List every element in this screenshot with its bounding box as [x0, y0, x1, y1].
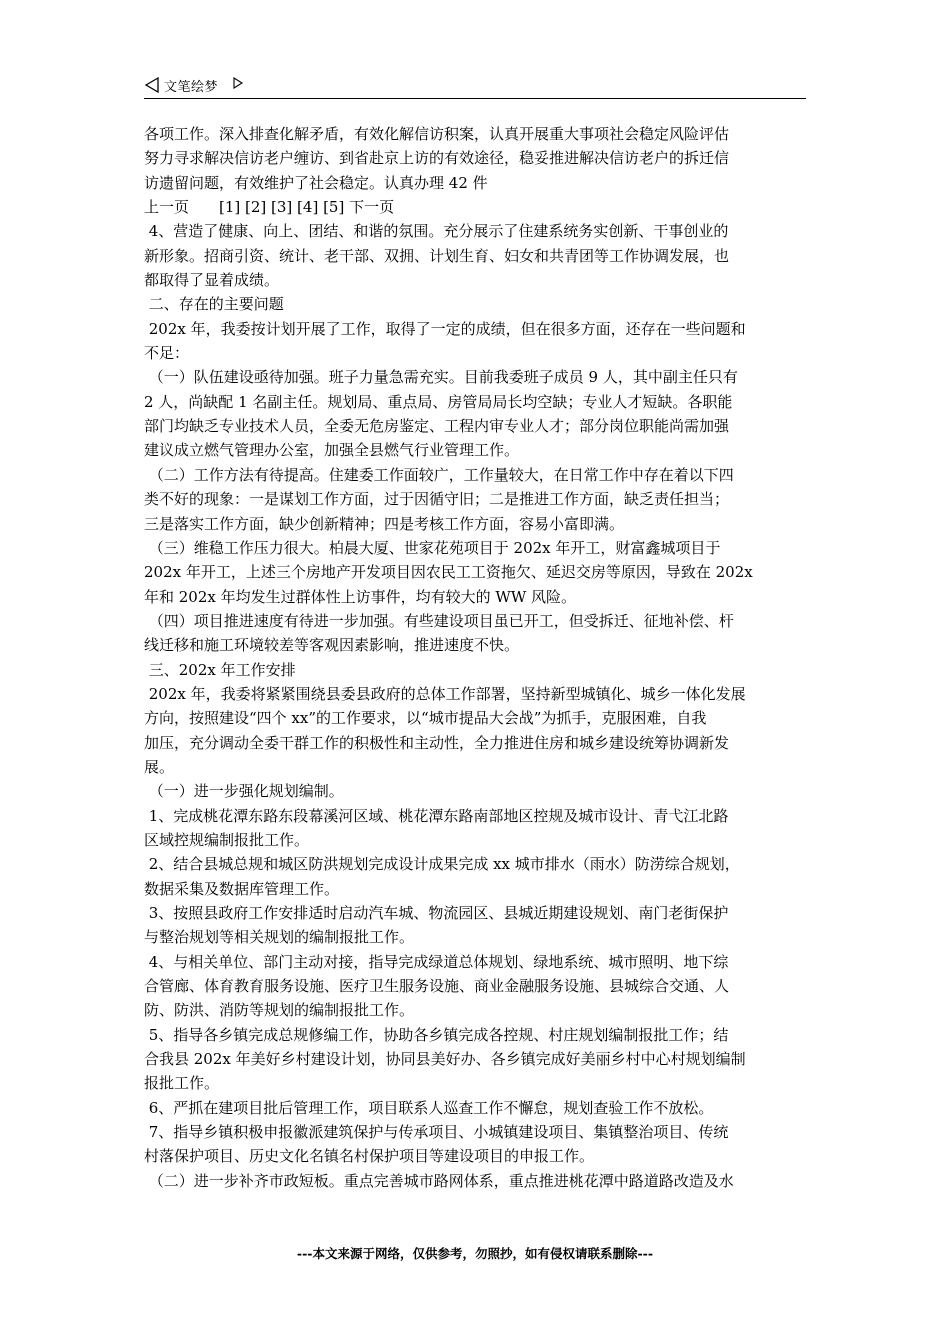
text-line: 新形象。招商引资、统计、老干部、双拥、计划生育、妇女和共青团等工作协调发展，也	[144, 246, 730, 265]
text-line: 报批工作。	[144, 1074, 220, 1093]
text-line: 防、防洪、消防等规划的编制报批工作。	[144, 1001, 415, 1020]
text-line: 202x 年，我委将紧紧围绕县委县政府的总体工作部署，坚持新型城镇化、城乡一体化发展	[144, 684, 746, 703]
text-line: 线迁移和施工环境较差等客观因素影响，推进速度不快。	[144, 636, 520, 655]
text-line: 展。	[144, 757, 175, 776]
page-header	[144, 74, 806, 99]
text-line: 加压，充分调动全委干群工作的积极性和主动性，全力推进住房和城乡建设统筹协调新发	[144, 733, 730, 752]
text-line: 2、结合县城总规和城区防洪规划完成设计成果完成 xx 城市排水（雨水）防涝综合规划，	[144, 855, 740, 874]
text-line: 合管廊、体育教育服务设施、医疗卫生服务设施、商业金融服务设施、县城综合交通、人	[144, 977, 730, 996]
text-line: 部门均缺乏专业技术人员，全委无危房鉴定、工程内审专业人才；部分岗位职能尚需加强	[144, 417, 730, 436]
text-line: 村落保护项目、历史文化名镇名村保护项目等建设项目的申报工作。	[144, 1147, 595, 1166]
footer-disclaimer: ---本文来源于网络，仅供参考，勿照抄，如有侵权请联系删除---	[296, 1246, 654, 1261]
text-line: 努力寻求解决信访老户缠访、到省赴京上访的有效途径，稳妥推进解决信访老户的拆迁信	[144, 149, 730, 168]
text-line: 与整治规划等相关规划的编制报批工作。	[144, 928, 415, 947]
text-line: 不足：	[144, 344, 190, 363]
text-line: 合我县 202x 年美好乡村建设计划，协同县美好办、各乡镇完成好美丽乡村中心村规划编制	[144, 1050, 746, 1069]
text-line: 访遗留问题，有效维护了社会稳定。认真办理 42 件	[144, 173, 488, 192]
text-line: 三是落实工作方面，缺少创新精神；四是考核工作方面，容易小富即满。	[144, 514, 625, 533]
text-line: 202x 年，我委按计划开展了工作，取得了一定的成绩，但在很多方面，还存在一些问题和	[144, 319, 746, 338]
document-body	[144, 122, 806, 1193]
text-line: 2 人，尚缺配 1 名副主任。规划局、重点局、房管局局长均空缺；专业人才短缺。各职能	[144, 392, 733, 411]
text-line: 4、营造了健康、向上、团结、和谐的氛围。充分展示了住建系统务实创新、干事创业的	[144, 222, 729, 241]
text-line: （一）队伍建设亟待加强。班子力量急需充实。目前我委班子成员 9 人，其中副主任只有	[144, 368, 738, 387]
text-line: 二、存在的主要问题	[144, 295, 284, 314]
text-line: 上一页 [1] [2] [3] [4] [5] 下一页	[144, 198, 395, 217]
text-line: 4、与相关单位、部门主动对接，指导完成绿道总体规划、绿地系统、城市照明、地下综	[144, 952, 729, 971]
text-line: 7、指导乡镇积极申报徽派建筑保护与传承项目、小城镇建设项目、集镇整治项目、传统	[144, 1123, 729, 1142]
text-line: 类不好的现象：一是谋划工作方面，过于因循守旧；二是推进工作方面，缺乏责任担当；	[144, 490, 730, 509]
text-line: 建议成立燃气管理办公室，加强全县燃气行业管理工作。	[144, 441, 520, 460]
text-line: 年和 202x 年均发生过群体性上访事件，均有较大的 WW 风险。	[144, 587, 576, 606]
text-line: 5、指导各乡镇完成总规修编工作，协助各乡镇完成各控规、村庄规划编制报批工作；结	[144, 1025, 729, 1044]
text-line: 都取得了显着成绩。	[144, 271, 280, 290]
text-line: （二）进一步补齐市政短板。重点完善城市路网体系，重点推进桃花潭中路道路改造及水	[144, 1171, 734, 1190]
triangle-right-outline-icon	[233, 77, 243, 89]
text-line: 各项工作。深入排查化解矛盾，有效化解信访积案，认真开展重大事项社会稳定风险评估	[144, 125, 730, 143]
text-line: 202x 年开工，上述三个房地产开发项目因农民工工资拖欠、延迟交房等原因，导致在 202x	[144, 563, 753, 582]
text-line: （一）进一步强化规划编制。	[144, 782, 344, 801]
text-line: 区域控规编制报批工作。	[144, 830, 310, 849]
text-line: 6、严抓在建项目批后管理工作，项目联系人巡查工作不懈怠，规划查验工作不放松。	[144, 1098, 714, 1117]
text-line: 数据采集及数据库管理工作。	[144, 879, 340, 898]
text-line: 1、完成桃花潭东路东段幕溪河区域、桃花潭东路南部地区控规及城市设计、青弋江北路	[144, 806, 729, 825]
text-line: 方向，按照建设“四个 xx”的工作要求，以“城市提品大会战”为抓手，克服困难，自我	[144, 709, 707, 728]
triangle-left-outline-icon	[145, 77, 159, 93]
text-line: 3、按照县政府工作安排适时启动汽车城、物流园区、县城近期建设规划、南门老街保护	[144, 904, 729, 922]
text-line: 三、202x 年工作安排	[144, 660, 296, 679]
header-title: 文笔绘梦	[164, 80, 219, 95]
text-line: （三）维稳工作压力很大。柏晨大厦、世家花苑项目于 202x 年开工，财富鑫城项目于	[144, 538, 721, 557]
text-line: （二）工作方法有待提高。住建委工作面较广，工作量较大，在日常工作中存在着以下四	[144, 465, 734, 484]
text-line: （四）项目推进速度有待进一步加强。有些建设项目虽已开工，但受拆迁、征地补偿、杆	[144, 611, 734, 630]
